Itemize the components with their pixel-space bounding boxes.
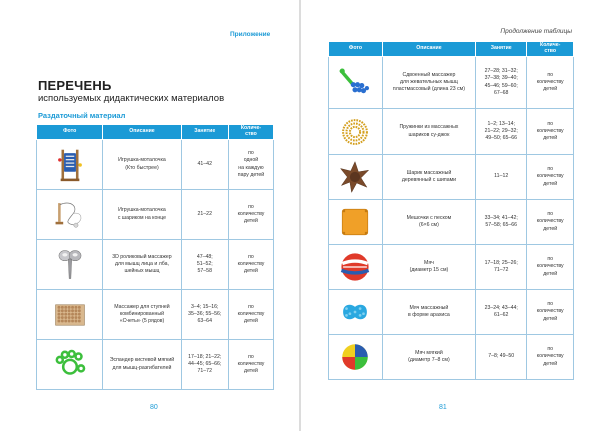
column-header: Фото [37,125,103,140]
description-cell: Мяч мягкий (диаметр 7–8 см) [382,335,475,380]
chew-massager-icon [338,66,372,100]
running-head-left: Приложение [230,31,271,38]
lesson-cell: 47–48; 51–52; 57–58 [181,240,228,290]
page-title: ПЕРЕЧЕНЬ [38,78,112,93]
quantity-cell: по количеству детей [228,340,273,390]
quantity-cell: по количеству детей [527,335,574,380]
running-head-right: Продолжение таблицы [500,28,572,35]
quantity-cell: по одной на каждую пару детей [228,140,273,190]
lesson-cell: 33–34; 41–42; 57–58; 65–66 [475,200,526,245]
soft-ball-icon [338,340,372,374]
spiky-wooden-ball-icon [338,160,372,194]
table-row [37,190,274,240]
section-heading: Раздаточный материал [38,111,126,120]
materials-table-right [328,41,574,380]
photo-cell [37,340,103,390]
description-cell: Мяч (диаметр 15 см) [382,245,475,290]
description-cell: 3D роликовый массажер для мышц лица и лба, шейных мышц [103,240,181,290]
lesson-cell: 17–18; 21–22; 44–45; 65–66; 71–72 [181,340,228,390]
table-row [329,57,574,109]
photo-cell [329,290,383,335]
description-cell: Мешочки с песком (6×6 см) [382,200,475,245]
column-header: Описание [103,125,181,140]
photo-cell [329,200,383,245]
photo-cell [329,155,383,200]
description-cell: Сдвоенный массажер для жевательных мышц пластмассовый (длина 23 см) [382,57,475,109]
quantity-cell: по количеству детей [527,290,574,335]
description-cell: Пружинки из массажных шариков су-джок [382,109,475,155]
description-cell: Игрушка-моталочка (Кто быстрее) [103,140,181,190]
description-cell: Массажер для ступней комбинированный «Счеты» (5 рядов) [103,290,181,340]
quantity-cell: по количеству детей [527,57,574,109]
table-row [329,155,574,200]
materials-table-left [36,124,274,390]
table-row [37,290,274,340]
su-jok-springs-icon [338,115,372,149]
column-header: Количе- ство [228,125,273,140]
table-row [329,290,574,335]
photo-cell [329,57,383,109]
table-row [37,140,274,190]
striped-ball-icon [338,250,372,284]
column-header: Описание [382,42,475,57]
page-number-right: 81 [439,404,447,411]
page-number-left: 80 [150,404,158,411]
column-header: Занятие [181,125,228,140]
beads-abacus-toy-icon [53,148,87,182]
lesson-cell: 21–22 [181,190,228,240]
photo-cell [329,109,383,155]
quantity-cell: по количеству детей [527,200,574,245]
lesson-cell: 23–24; 43–44; 61–62 [475,290,526,335]
column-header: Занятие [475,42,526,57]
photo-cell [37,190,103,240]
lesson-cell: 7–8; 49–50 [475,335,526,380]
page-left [0,0,299,431]
photo-cell [37,290,103,340]
description-cell: Шарик массажный деревянный с шипами [382,155,475,200]
lesson-cell: 41–42 [181,140,228,190]
quantity-cell: по количеству детей [228,190,273,240]
table-row [329,335,574,380]
column-header: Фото [329,42,383,57]
photo-cell [329,245,383,290]
quantity-cell: по количеству детей [228,290,273,340]
description-cell: Эспандер кистевой мягкий для мышц-разгибателей [103,340,181,390]
description-cell: Мяч массажный в форме арахиса [382,290,475,335]
table-row [329,109,574,155]
page-right [301,0,600,431]
photo-cell [329,335,383,380]
table-row [329,245,574,290]
table-row [37,340,274,390]
lesson-cell: 17–18; 25–26; 71–72 [475,245,526,290]
photo-cell [37,140,103,190]
lesson-cell: 27–28; 31–32; 37–38; 39–40; 45–46; 59–60; 67–68 [475,57,526,109]
column-header: Количе- ство [527,42,574,57]
abacus-foot-massager-icon [53,298,87,332]
quantity-cell: по количеству детей [527,109,574,155]
quantity-cell: по количеству детей [228,240,273,290]
lesson-cell: 1–2; 13–14; 21–22; 29–32; 49–50; 65–66 [475,109,526,155]
roller-massager-icon [53,248,87,282]
peanut-massage-ball-icon [338,295,372,329]
string-ball-toy-icon [53,198,87,232]
quantity-cell: по количеству детей [527,155,574,200]
lesson-cell: 11–12 [475,155,526,200]
quantity-cell: по количеству детей [527,245,574,290]
table-row [329,200,574,245]
description-cell: Игрушка-моталочка с шариком на конце [103,190,181,240]
lesson-cell: 3–4; 15–16; 35–36; 55–56; 63–64 [181,290,228,340]
page-subtitle: используемых дидактических материалов [38,93,225,104]
photo-cell [37,240,103,290]
table-row [37,240,274,290]
sand-pouch-icon [338,205,372,239]
hand-expander-icon [53,348,87,382]
